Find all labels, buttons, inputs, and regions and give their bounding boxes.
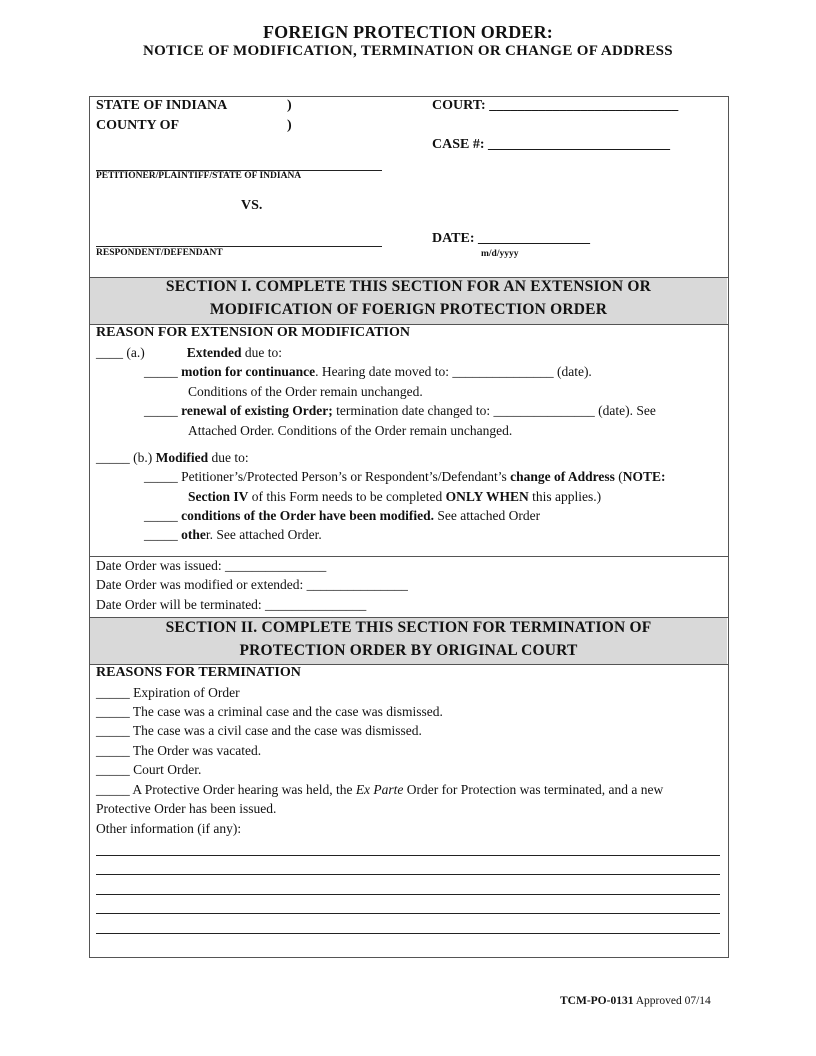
respondent-line[interactable] [96, 246, 382, 247]
address-change-option[interactable] [144, 469, 665, 485]
section2-heading: SECTION II. COMPLETE THIS SECTION FOR TERMINATION OF [165, 619, 652, 636]
termination-heading: REASONS FOR TERMINATION [96, 665, 301, 680]
termination-option-court-order[interactable]: _____ Court Order. [96, 762, 202, 777]
approved-date: Approved 07/14 [633, 995, 711, 1007]
continuance-rest: . Hearing date moved to: _______________ (date). [315, 364, 592, 379]
renewal-blank[interactable]: _____ [144, 403, 182, 418]
continuance-blank[interactable]: _____ [144, 364, 182, 379]
date-terminated-field[interactable]: Date Order will be terminated: _______________ [96, 597, 367, 612]
renewal-option[interactable] [144, 403, 656, 419]
other-option[interactable] [144, 527, 322, 543]
other-info-line[interactable] [96, 874, 720, 875]
renewal-rest: termination date changed to: _______________ (date). See [332, 403, 656, 418]
termination-option-vacated[interactable]: _____ The Order was vacated. [96, 743, 262, 758]
footer-form-id [560, 995, 711, 1007]
renewal-label: renewal of existing Order; [181, 403, 333, 418]
extended-label: Extended [186, 345, 242, 360]
form-title: FOREIGN PROTECTION ORDER: [262, 22, 554, 42]
modified-rest: due to: [208, 450, 249, 465]
conditions-modified-option[interactable] [144, 508, 540, 524]
section2-heading: PROTECTION ORDER BY ORIGINAL COURT [239, 642, 578, 659]
modified-label: Modified [155, 450, 209, 465]
new-order-text: _____ A Protective Order hearing was held, the [96, 782, 356, 797]
other-info-line[interactable] [96, 894, 720, 895]
reason-heading: REASON FOR EXTENSION OR MODIFICATION [96, 325, 410, 340]
termination-option-new-order[interactable] [96, 782, 663, 798]
form-id: TCM-PO-0131 [560, 995, 634, 1007]
note-end: this applies.) [528, 489, 602, 504]
continuance-note: Conditions of the Order remain unchanged. [188, 384, 423, 399]
other-info-line[interactable] [96, 933, 720, 934]
termination-option-expiration[interactable]: _____ Expiration of Order [96, 685, 240, 700]
note-label: NOTE: [622, 469, 666, 484]
note-mid: of this Form needs to be completed [248, 489, 446, 504]
address-change-note [188, 489, 601, 505]
address-change-text[interactable]: _____ Petitioner’s/Protected Person’s or Respondent’s/Defendant’s [144, 469, 511, 484]
continuance-option[interactable] [144, 364, 592, 380]
other-blank[interactable]: _____ [144, 527, 182, 542]
date-modified-field[interactable]: Date Order was modified or extended: _______________ [96, 577, 408, 592]
extended-option[interactable] [96, 345, 282, 361]
extended-blank[interactable]: ____ (a.) [96, 345, 145, 360]
new-order-cont: Protective Order has been issued. [96, 801, 277, 816]
address-change-paren: ( [614, 469, 623, 484]
renewal-note: Attached Order. Conditions of the Order remain unchanged. [188, 423, 513, 438]
extended-rest: due to: [241, 345, 282, 360]
only-when: ONLY WHEN [445, 489, 529, 504]
section1-heading: MODIFICATION OF FOERIGN PROTECTION ORDER [209, 301, 608, 318]
other-info-line[interactable] [96, 855, 720, 856]
state-label: STATE OF INDIANA [96, 98, 228, 113]
petitioner-label: PETITIONER/PLAINTIFF/STATE OF INDIANA [96, 171, 302, 181]
county-label: COUNTY OF [96, 118, 180, 133]
continuance-label: motion for continuance [181, 364, 316, 379]
other-info-label: Other information (if any): [96, 821, 242, 836]
section1-heading: SECTION I. COMPLETE THIS SECTION FOR AN EXTENSION OR [165, 278, 652, 295]
caption-paren: ) [287, 98, 292, 113]
court-field[interactable]: COURT: ___________________________ [432, 98, 679, 113]
case-number-field[interactable]: CASE #: __________________________ [432, 137, 671, 152]
other-label: othe [181, 527, 206, 542]
ex-parte: Ex Parte [355, 782, 404, 797]
new-order-text-end: Order for Protection was terminated, and a new [403, 782, 664, 797]
form-subtitle: NOTICE OF MODIFICATION, TERMINATION OR CHANGE OF ADDRESS [143, 43, 673, 59]
conditions-label: conditions of the Order have been modified. [181, 508, 434, 523]
termination-option-criminal[interactable]: _____ The case was a criminal case and the case was dismissed. [96, 704, 443, 719]
conditions-blank[interactable]: _____ [144, 508, 182, 523]
section-iv-ref: Section IV [188, 489, 249, 504]
termination-option-civil[interactable]: _____ The case was a civil case and the case was dismissed. [96, 723, 422, 738]
other-rest: r. See attached Order. [205, 527, 322, 542]
versus-label: VS. [241, 198, 263, 213]
date-format-hint: m/d/yyyy [481, 249, 519, 259]
modified-blank[interactable]: _____ (b.) [96, 450, 156, 465]
address-change-label: change of Address [510, 469, 615, 484]
respondent-label: RESPONDENT/DEFENDANT [96, 248, 223, 258]
date-field[interactable]: DATE: ________________ [432, 231, 591, 246]
conditions-rest: See attached Order [434, 508, 541, 523]
other-info-line[interactable] [96, 913, 720, 914]
caption-paren: ) [287, 118, 292, 133]
divider [89, 556, 728, 557]
modified-option[interactable] [96, 450, 249, 466]
date-issued-field[interactable]: Date Order was issued: _______________ [96, 558, 327, 573]
